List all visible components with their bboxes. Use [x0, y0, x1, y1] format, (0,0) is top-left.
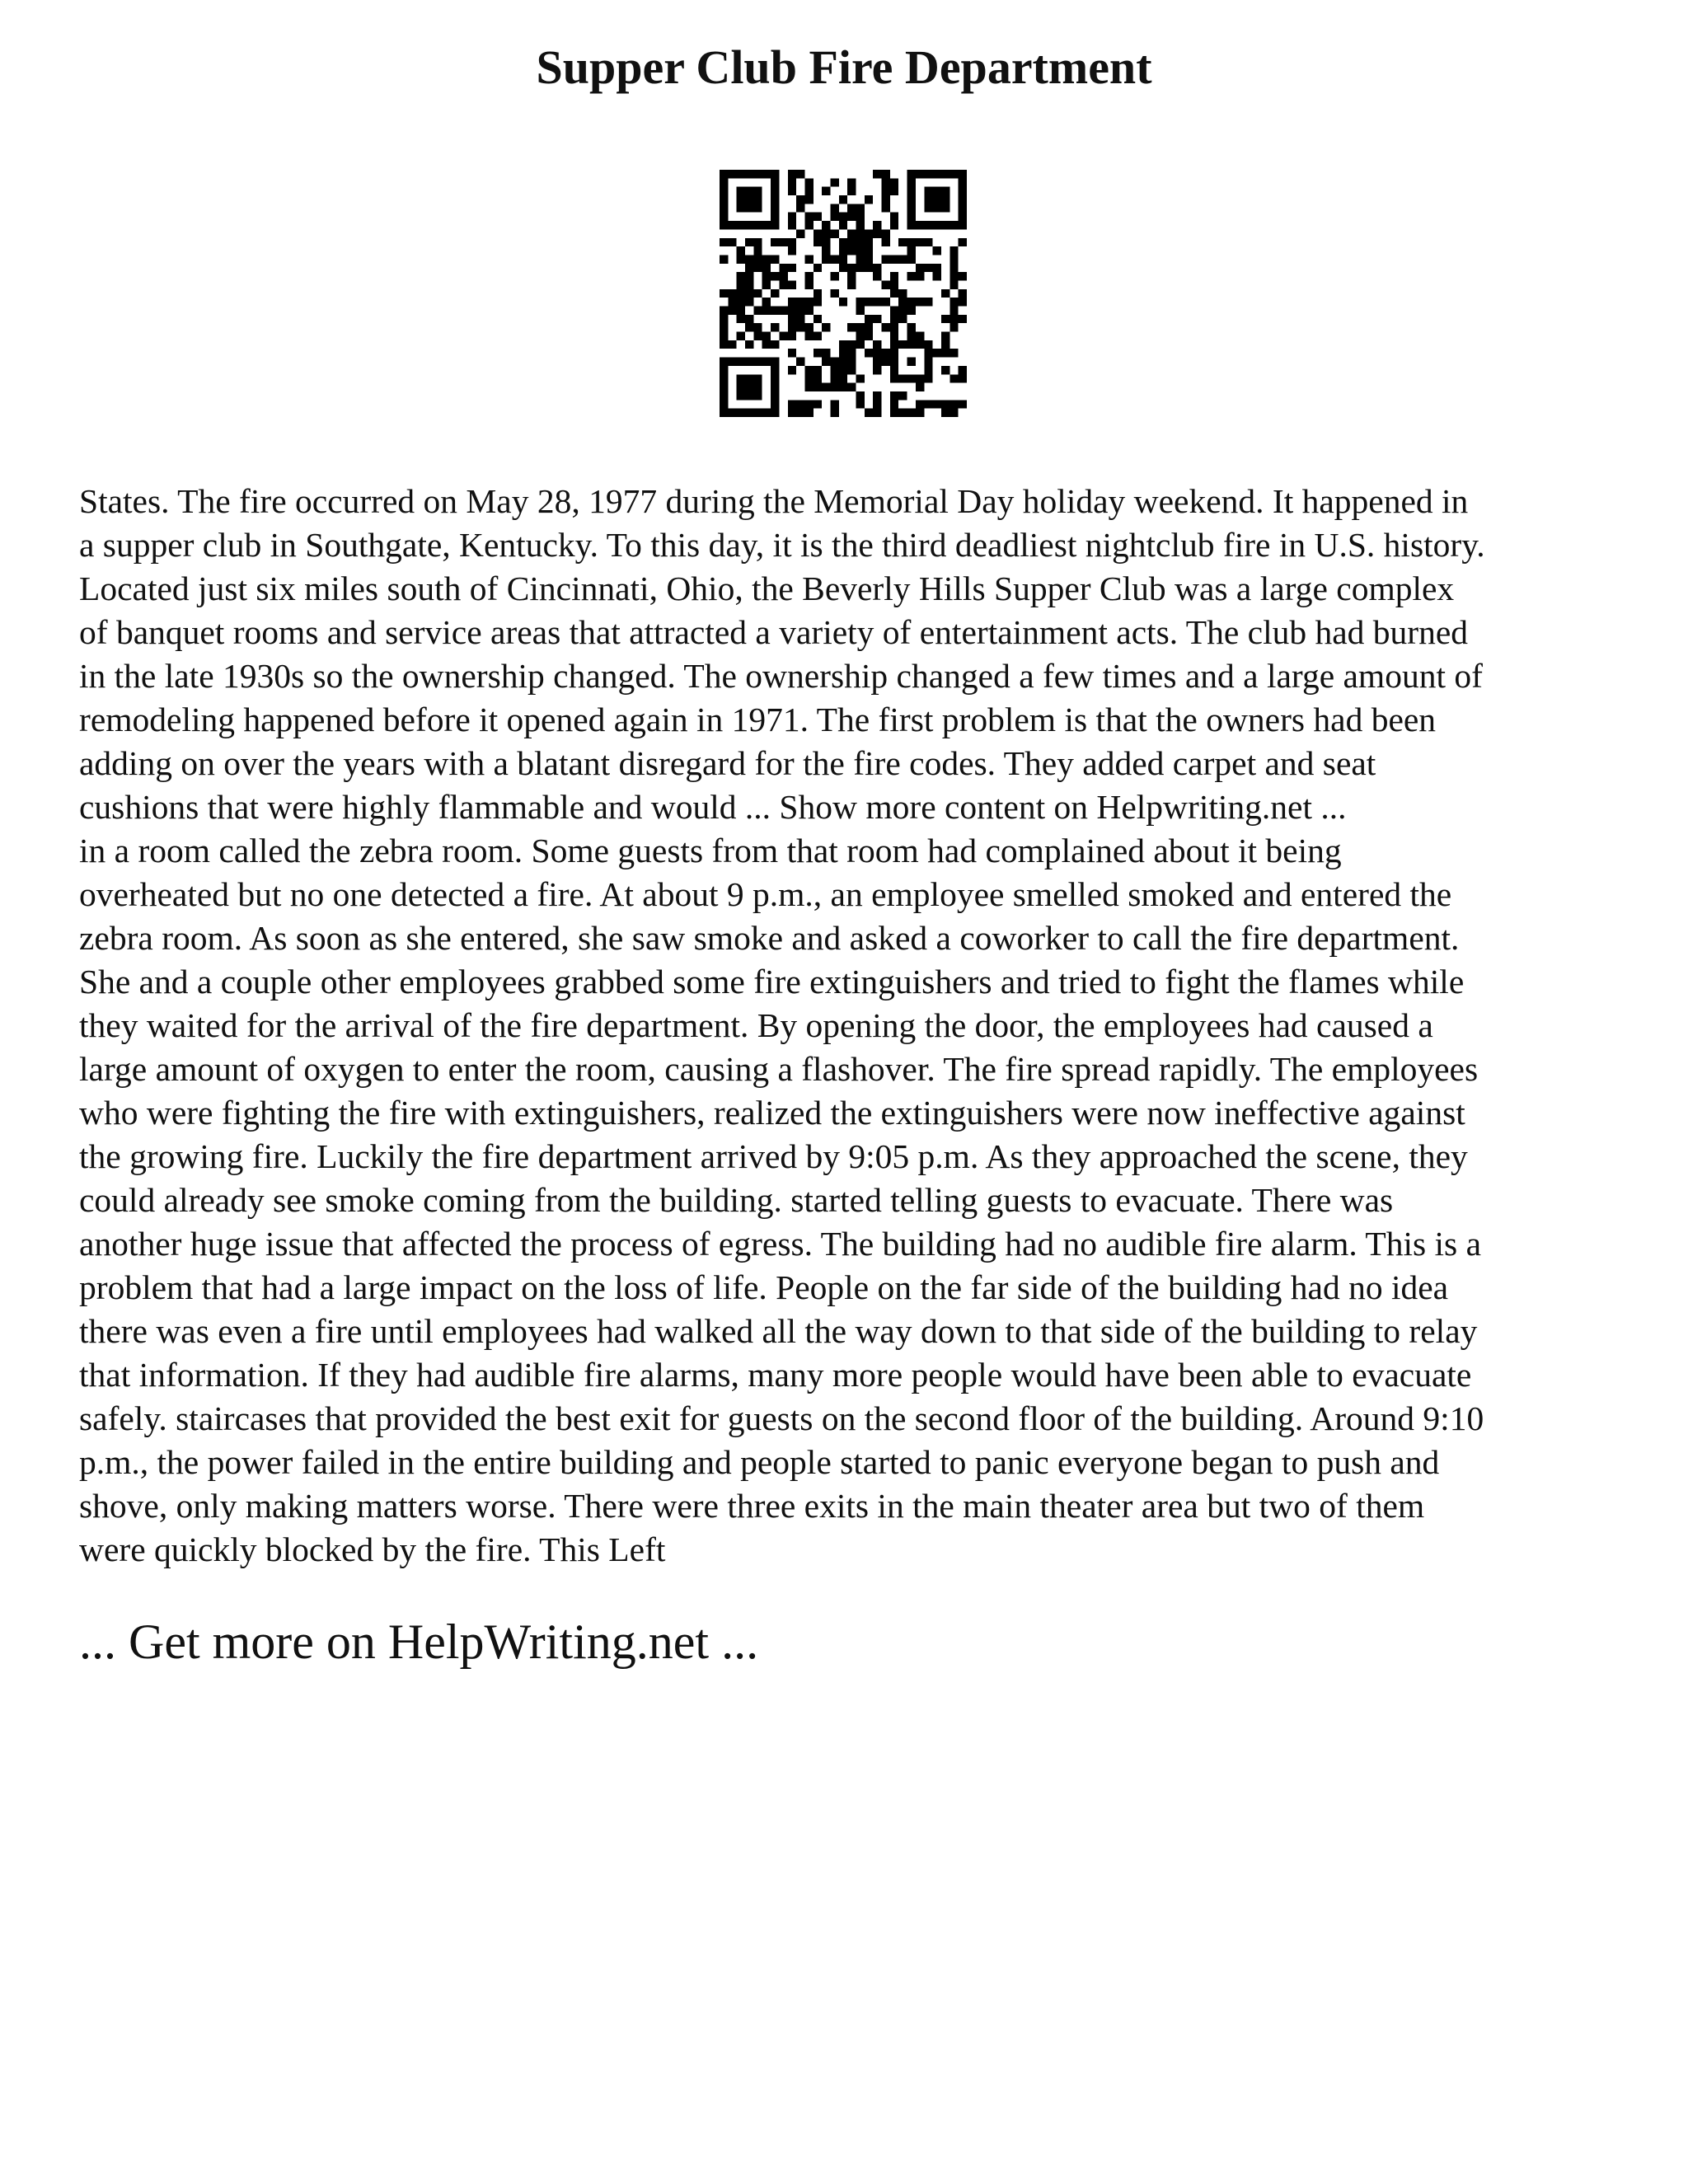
- body-line: cushions that were highly flammable and would ... Show more content on Helpwriting.net ...: [79, 788, 1347, 826]
- body-line: shove, only making matters worse. There were three exits in the main theater area but two of them: [79, 1487, 1425, 1525]
- body-line: they waited for the arrival of the fire department. By opening the door, the employees had caused a: [79, 1006, 1433, 1044]
- body-line: States. The fire occurred on May 28, 1977 during the Memorial Day holiday weekend. It happened in: [79, 482, 1469, 520]
- body-line: the growing fire. Luckily the fire department arrived by 9:05 p.m. As they approached the scene, they: [79, 1137, 1468, 1175]
- body-line: problem that had a large impact on the loss of life. People on the far side of the building had no idea: [79, 1268, 1449, 1306]
- body-line: large amount of oxygen to enter the room, causing a flashover. The fire spread rapidly. The employees: [79, 1050, 1479, 1088]
- body-line: She and a couple other employees grabbed some fire extinguishers and tried to fight the flames while: [79, 963, 1465, 1001]
- qr-code: [720, 170, 967, 417]
- article-body: [79, 480, 1629, 1572]
- page-title: Supper Club Fire Department: [536, 40, 1152, 94]
- body-line: another huge issue that affected the process of egress. The building had no audible fire alarm. This is a: [79, 1225, 1481, 1263]
- body-line: Located just six miles south of Cincinnati, Ohio, the Beverly Hills Supper Club was a large complex: [79, 569, 1455, 607]
- body-line: a supper club in Southgate, Kentucky. To this day, it is the third deadliest nightclub fire in U.S. history.: [79, 526, 1485, 564]
- body-line: there was even a fire until employees had walked all the way down to that side of the building to relay: [79, 1312, 1478, 1350]
- body-line: who were fighting the fire with extinguishers, realized the extinguishers were now ineffective against: [79, 1094, 1465, 1132]
- body-line: overheated but no one detected a fire. At about 9 p.m., an employee smelled smoked and entered the: [79, 875, 1452, 913]
- body-line: adding on over the years with a blatant disregard for the fire codes. They added carpet and seat: [79, 744, 1376, 782]
- body-line: remodeling happened before it opened again in 1971. The first problem is that the owners had been: [79, 701, 1437, 738]
- body-line: p.m., the power failed in the entire building and people started to panic everyone began to push and: [79, 1443, 1440, 1481]
- body-line: that information. If they had audible fire alarms, many more people would have been able to evacuate: [79, 1356, 1472, 1394]
- body-line: safely. staircases that provided the best exit for guests on the second floor of the building. Around 9:10: [79, 1399, 1484, 1437]
- get-more-link[interactable]: ... Get more on HelpWriting.net ...: [79, 1615, 759, 1669]
- body-line: in the late 1930s so the ownership changed. The ownership changed a few times and a large amount of: [79, 657, 1483, 695]
- body-line: of banquet rooms and service areas that attracted a variety of entertainment acts. The club had burned: [79, 613, 1469, 651]
- body-line: zebra room. As soon as she entered, she saw smoke and asked a coworker to call the fire department.: [79, 919, 1460, 957]
- qr-code-icon: [720, 170, 967, 417]
- body-line: could already see smoke coming from the building. started telling guests to evacuate. There was: [79, 1181, 1394, 1219]
- body-line: in a room called the zebra room. Some guests from that room had complained about it being: [79, 832, 1342, 869]
- body-line: were quickly blocked by the fire. This Left: [79, 1530, 666, 1568]
